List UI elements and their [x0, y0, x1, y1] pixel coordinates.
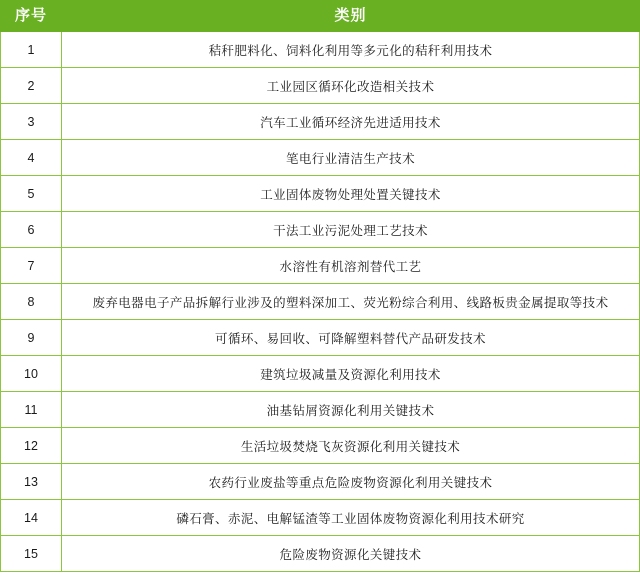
cell-index: 1	[1, 32, 62, 68]
cell-category: 可循环、易回收、可降解塑料替代产品研发技术	[62, 320, 640, 356]
cell-index: 3	[1, 104, 62, 140]
table-row	[1, 176, 640, 212]
cell-index: 11	[1, 392, 62, 428]
cell-index: 8	[1, 284, 62, 320]
column-header-category: 类别	[62, 1, 640, 32]
table-row	[1, 356, 640, 392]
cell-category: 秸秆肥料化、饲料化利用等多元化的秸秆利用技术	[62, 32, 640, 68]
table-row	[1, 464, 640, 500]
table-row	[1, 320, 640, 356]
cell-index: 2	[1, 68, 62, 104]
cell-category: 生活垃圾焚烧飞灰资源化利用关键技术	[62, 428, 640, 464]
cell-index: 7	[1, 248, 62, 284]
column-header-index: 序号	[1, 1, 62, 32]
cell-category: 汽车工业循环经济先进适用技术	[62, 104, 640, 140]
table-row	[1, 212, 640, 248]
table-row	[1, 428, 640, 464]
table-header-row	[1, 1, 640, 32]
cell-index: 14	[1, 500, 62, 536]
cell-category: 工业固体废物处理处置关键技术	[62, 176, 640, 212]
cell-index: 13	[1, 464, 62, 500]
table-row	[1, 500, 640, 536]
table-row	[1, 248, 640, 284]
table-row	[1, 68, 640, 104]
cell-category: 磷石膏、赤泥、电解锰渣等工业固体废物资源化利用技术研究	[62, 500, 640, 536]
cell-category: 笔电行业清洁生产技术	[62, 140, 640, 176]
table-row	[1, 32, 640, 68]
cell-index: 5	[1, 176, 62, 212]
table-body	[1, 32, 640, 572]
cell-category: 油基钻屑资源化利用关键技术	[62, 392, 640, 428]
table-row	[1, 104, 640, 140]
cell-category: 废弃电器电子产品拆解行业涉及的塑料深加工、荧光粉综合利用、线路板贵金属提取等技术	[62, 284, 640, 320]
table-row	[1, 392, 640, 428]
cell-index: 4	[1, 140, 62, 176]
cell-index: 6	[1, 212, 62, 248]
cell-category: 建筑垃圾减量及资源化利用技术	[62, 356, 640, 392]
cell-index: 15	[1, 536, 62, 572]
cell-category: 干法工业污泥处理工艺技术	[62, 212, 640, 248]
table-row	[1, 536, 640, 572]
cell-index: 12	[1, 428, 62, 464]
cell-category: 危险废物资源化关键技术	[62, 536, 640, 572]
cell-category: 农药行业废盐等重点危险废物资源化利用关键技术	[62, 464, 640, 500]
table-row	[1, 140, 640, 176]
table-row	[1, 284, 640, 320]
cell-index: 10	[1, 356, 62, 392]
table-header	[1, 1, 640, 32]
cell-category: 水溶性有机溶剂替代工艺	[62, 248, 640, 284]
cell-index: 9	[1, 320, 62, 356]
cell-category: 工业园区循环化改造相关技术	[62, 68, 640, 104]
